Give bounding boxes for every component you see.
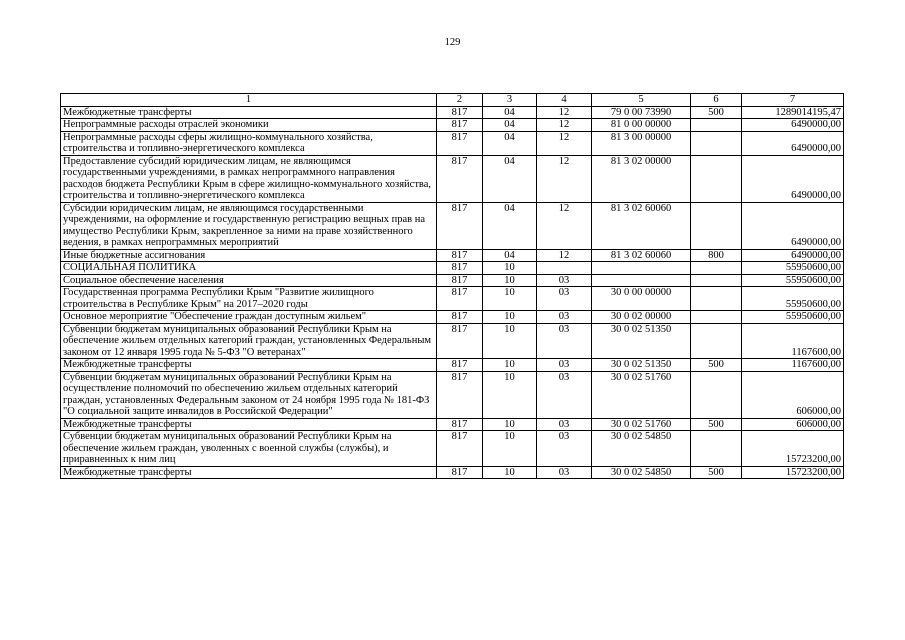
subsection-code-cell: 03 — [537, 274, 592, 287]
ministry-code-cell: 817 — [437, 431, 483, 467]
amount-cell: 6490000,00 — [742, 155, 844, 202]
ministry-code-cell: 817 — [437, 466, 483, 479]
table-row — [61, 418, 844, 431]
subsection-code-cell — [537, 262, 592, 275]
expense-type-cell: 500 — [691, 106, 742, 119]
target-article-cell: 30 0 02 51760 — [592, 418, 691, 431]
target-article-cell: 81 3 02 00000 — [592, 155, 691, 202]
target-article-cell: 79 0 00 73990 — [592, 106, 691, 119]
subsection-code-cell: 12 — [537, 106, 592, 119]
subsection-code-cell: 03 — [537, 359, 592, 372]
expense-type-cell: 800 — [691, 249, 742, 262]
table-row — [61, 249, 844, 262]
column-header: 6 — [691, 94, 742, 107]
amount-cell: 55950600,00 — [742, 287, 844, 311]
row-name-cell: Межбюджетные трансферты — [61, 359, 437, 372]
section-code-cell: 10 — [483, 466, 537, 479]
target-article-cell: 30 0 02 51760 — [592, 371, 691, 418]
column-header: 2 — [437, 94, 483, 107]
row-name-cell: Субвенции бюджетам муниципальных образований Республики Крым на обеспечение жильем отдельных категорий граждан, установленных Федеральным законом от 12 января 1995 года № 5-ФЗ "О ветеранах" — [61, 323, 437, 359]
budget-table — [60, 93, 844, 479]
section-code-cell: 10 — [483, 323, 537, 359]
amount-cell: 15723200,00 — [742, 431, 844, 467]
section-code-cell: 04 — [483, 119, 537, 132]
ministry-code-cell: 817 — [437, 249, 483, 262]
row-name-cell: Субвенции бюджетам муниципальных образований Республики Крым на осуществление полномочий по обеспечению жильем отдельных категорий граждан, установленных Федеральным законом от 24 ноября 1995 года № 181-ФЗ "О социальной защите инвалидов в Российской Федерации" — [61, 371, 437, 418]
amount-cell: 6490000,00 — [742, 249, 844, 262]
section-code-cell: 10 — [483, 262, 537, 275]
ministry-code-cell: 817 — [437, 119, 483, 132]
expense-type-cell: 500 — [691, 359, 742, 372]
row-name-cell: Субсидии юридическим лицам, не являющимся государственными учреждениями, на оформление и государственную регистрацию вещных прав на имущество Республики Крым, закрепленное за ними на праве хозяйственного ведения, в рамках непрограммных мероприятий — [61, 202, 437, 249]
subsection-code-cell: 03 — [537, 311, 592, 324]
target-article-cell — [592, 274, 691, 287]
table-row — [61, 287, 844, 311]
ministry-code-cell: 817 — [437, 311, 483, 324]
section-code-cell: 10 — [483, 287, 537, 311]
row-name-cell: Основное мероприятие "Обеспечение граждан доступным жильем" — [61, 311, 437, 324]
row-name-cell: СОЦИАЛЬНАЯ ПОЛИТИКА — [61, 262, 437, 275]
subsection-code-cell: 03 — [537, 418, 592, 431]
amount-cell: 6490000,00 — [742, 119, 844, 132]
table-row — [61, 359, 844, 372]
row-name-cell: Иные бюджетные ассигнования — [61, 249, 437, 262]
amount-cell: 606000,00 — [742, 371, 844, 418]
row-name-cell: Социальное обеспечение населения — [61, 274, 437, 287]
subsection-code-cell: 03 — [537, 431, 592, 467]
ministry-code-cell: 817 — [437, 155, 483, 202]
row-name-cell: Непрограммные расходы сферы жилищно-коммунального хозяйства, строительства и топливно-энергетического комплекса — [61, 131, 437, 155]
amount-cell: 15723200,00 — [742, 466, 844, 479]
ministry-code-cell: 817 — [437, 131, 483, 155]
ministry-code-cell: 817 — [437, 274, 483, 287]
column-header: 3 — [483, 94, 537, 107]
section-code-cell: 10 — [483, 418, 537, 431]
ministry-code-cell: 817 — [437, 202, 483, 249]
table-header-row — [61, 94, 844, 107]
section-code-cell: 04 — [483, 249, 537, 262]
amount-cell: 1289014195,47 — [742, 106, 844, 119]
page-number: 129 — [444, 37, 461, 48]
amount-cell: 1167600,00 — [742, 323, 844, 359]
ministry-code-cell: 817 — [437, 359, 483, 372]
amount-cell: 55950600,00 — [742, 262, 844, 275]
table-row — [61, 371, 844, 418]
target-article-cell: 30 0 02 51350 — [592, 323, 691, 359]
expense-type-cell — [691, 119, 742, 132]
amount-cell: 6490000,00 — [742, 131, 844, 155]
expense-type-cell — [691, 287, 742, 311]
subsection-code-cell: 03 — [537, 371, 592, 418]
ministry-code-cell: 817 — [437, 262, 483, 275]
subsection-code-cell: 12 — [537, 131, 592, 155]
table-row — [61, 155, 844, 202]
row-name-cell: Межбюджетные трансферты — [61, 418, 437, 431]
table-row — [61, 262, 844, 275]
expense-type-cell: 500 — [691, 466, 742, 479]
section-code-cell: 10 — [483, 274, 537, 287]
ministry-code-cell: 817 — [437, 106, 483, 119]
subsection-code-cell: 12 — [537, 249, 592, 262]
subsection-code-cell: 03 — [537, 287, 592, 311]
target-article-cell: 81 3 00 00000 — [592, 131, 691, 155]
column-header: 1 — [61, 94, 437, 107]
expense-type-cell — [691, 155, 742, 202]
ministry-code-cell: 817 — [437, 323, 483, 359]
table-row — [61, 119, 844, 132]
section-code-cell: 10 — [483, 359, 537, 372]
column-header: 4 — [537, 94, 592, 107]
table-row — [61, 466, 844, 479]
subsection-code-cell: 03 — [537, 323, 592, 359]
ministry-code-cell: 817 — [437, 287, 483, 311]
row-name-cell: Субвенции бюджетам муниципальных образований Республики Крым на обеспечение жильем граждан, уволенных с военной службы (службы), и приравненных к ним лиц — [61, 431, 437, 467]
expense-type-cell — [691, 371, 742, 418]
expense-type-cell — [691, 323, 742, 359]
table-row — [61, 323, 844, 359]
table-row — [61, 106, 844, 119]
target-article-cell: 81 3 02 60060 — [592, 202, 691, 249]
row-name-cell: Непрограммные расходы отраслей экономики — [61, 119, 437, 132]
expense-type-cell: 500 — [691, 418, 742, 431]
subsection-code-cell: 12 — [537, 202, 592, 249]
section-code-cell: 04 — [483, 202, 537, 249]
expense-type-cell — [691, 262, 742, 275]
subsection-code-cell: 12 — [537, 155, 592, 202]
target-article-cell: 81 0 00 00000 — [592, 119, 691, 132]
amount-cell: 6490000,00 — [742, 202, 844, 249]
table-row — [61, 131, 844, 155]
target-article-cell: 30 0 00 00000 — [592, 287, 691, 311]
section-code-cell: 10 — [483, 311, 537, 324]
table-row — [61, 202, 844, 249]
amount-cell: 55950600,00 — [742, 311, 844, 324]
expense-type-cell — [691, 274, 742, 287]
expense-type-cell — [691, 431, 742, 467]
subsection-code-cell: 12 — [537, 119, 592, 132]
target-article-cell: 30 0 02 00000 — [592, 311, 691, 324]
column-header: 5 — [592, 94, 691, 107]
section-code-cell: 10 — [483, 371, 537, 418]
section-code-cell: 04 — [483, 155, 537, 202]
row-name-cell: Предоставление субсидий юридическим лицам, не являющимся государственными учреждениями, в рамках непрограммного направления расходов бюджета Республики Крым в сфере жилищно-коммунального хозяйства, строительства и топливно-энергетического комплекса — [61, 155, 437, 202]
subsection-code-cell: 03 — [537, 466, 592, 479]
target-article-cell: 30 0 02 54850 — [592, 431, 691, 467]
section-code-cell: 04 — [483, 131, 537, 155]
column-header: 7 — [742, 94, 844, 107]
section-code-cell: 10 — [483, 431, 537, 467]
amount-cell: 606000,00 — [742, 418, 844, 431]
ministry-code-cell: 817 — [437, 418, 483, 431]
target-article-cell: 30 0 02 54850 — [592, 466, 691, 479]
target-article-cell: 81 3 02 60060 — [592, 249, 691, 262]
expense-type-cell — [691, 131, 742, 155]
table-row — [61, 431, 844, 467]
expense-type-cell — [691, 202, 742, 249]
amount-cell: 55950600,00 — [742, 274, 844, 287]
target-article-cell: 30 0 02 51350 — [592, 359, 691, 372]
amount-cell: 1167600,00 — [742, 359, 844, 372]
table-row — [61, 311, 844, 324]
table-row — [61, 274, 844, 287]
row-name-cell: Межбюджетные трансферты — [61, 466, 437, 479]
target-article-cell — [592, 262, 691, 275]
row-name-cell: Межбюджетные трансферты — [61, 106, 437, 119]
section-code-cell: 04 — [483, 106, 537, 119]
row-name-cell: Государственная программа Республики Крым "Развитие жилищного строительства в Республике Крым" на 2017–2020 годы — [61, 287, 437, 311]
expense-type-cell — [691, 311, 742, 324]
ministry-code-cell: 817 — [437, 371, 483, 418]
